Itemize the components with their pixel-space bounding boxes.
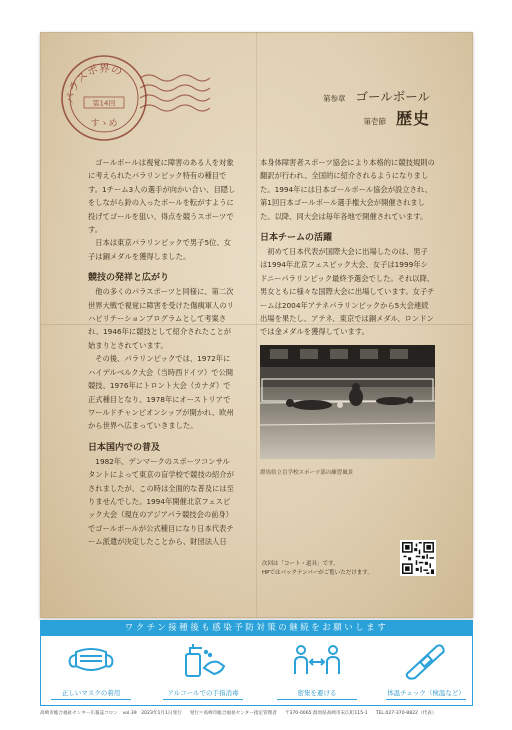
banner-item-label: 密集を避ける (277, 689, 357, 700)
infection-prevention-banner (40, 620, 473, 706)
section-title: 歴史 (395, 109, 430, 128)
japan-heading: 日本国内での普及 (88, 442, 161, 453)
origin-heading: 競技の発祥と広がり (88, 273, 170, 284)
team-heading: 日本チームの活躍 (260, 233, 333, 244)
team-paragraph: 初めて日本代表が国際大会に出場したのは、男子は1994年北京フェスピック大会、女子は1999年シドニーパラリンピック最終予選会でした。それ以降、男女ともに様々な国際大会に出場しています。女子チームは2004年アテネパラリンピックから5大会連続出場を果たし、アテネ、東京では銅メダル、ロンドンでは金メダルを獲得しています。 (260, 247, 435, 337)
qr-code-icon[interactable] (400, 540, 436, 576)
banner-item-sanitizer (163, 640, 243, 700)
banner-title: ワクチン接種後も感染予防対策の継続をお願いします (41, 621, 472, 636)
stamp-ring-text: パラスポ界の (63, 61, 124, 105)
thermometer-icon (401, 640, 451, 680)
backnumber-line: HPではバックナンバーがご覧いただけます。 (262, 570, 373, 576)
origin-history-paragraph: その後、パラリンピックでは、1972年にハイデルベルク大会（当時西ドイツ）で公開競技、1976年にトロント大会（カナダ）で正式種目となり、1978年にオーストリアでワールドチャンピオンシップが開かれ、欧州から世界へ広まっていきました。 (88, 354, 234, 431)
paper-fold-vertical (256, 32, 257, 618)
banner-item-thermometer (386, 640, 466, 700)
left-article-column (88, 156, 236, 549)
origin-paragraph: 他の多くのパラスポーツと同様に、第二次世界大戦で視覚に障害を受けた傷痍軍人のリハビリテーションプログラムとして考案され、1946年に競技として紹介されたことが始まりとされています。 (88, 287, 234, 350)
intro-paragraph: ゴールボールは視覚に障害のある人を対象に考えられたパラリンピック特有の種目です。1チーム3人の選手が向かい合い、目隠しをしながら鈴の入ったボールを転がすように投げてゴールを狙い、得点を競うスポーツです。 (88, 158, 236, 235)
postmark-wave-lines-icon (140, 70, 210, 120)
goalball-practice-photo (260, 345, 435, 459)
banner-item-label: アルコールでの手指消毒 (163, 689, 243, 700)
stamp-center-text: 第14回 (92, 99, 116, 108)
banner-item-label: 体温チェック（検温など） (386, 689, 466, 700)
section-number: 第壱節 (363, 117, 386, 126)
banner-item-distance (277, 640, 357, 700)
next-issue-line: 次回は「コート・道具」です。 (262, 561, 339, 567)
chapter-heading (323, 87, 430, 105)
chapter-title: ゴールボール (355, 89, 430, 104)
publication-footer (40, 710, 473, 718)
sanitizer-icon (178, 640, 228, 680)
footer-publisher: 発行＝高崎市総合福祉センター指定管理者 (189, 711, 277, 716)
mask-icon (66, 640, 116, 680)
right-article-column (260, 156, 435, 477)
footer-publication: 高崎市総合福祉センター広報誌コロン vol.39 2023年1月1日発行 (40, 711, 182, 716)
stamp-bottom-text: すゝめ (90, 119, 118, 129)
banner-item-label: 正しいマスクの着用 (51, 689, 131, 700)
postmark-stamp-icon (58, 52, 150, 144)
footer-tel: TEL.027-370-8822（代表） (375, 711, 437, 716)
footer-address: 〒370-0065 群馬県高崎市末広町115-1 (284, 711, 368, 716)
continued-paragraph: 本身体障害者スポーツ協会により本格的に競技規則の翻訳が行われ、全国的に紹介されるようになりました。1994年には日本ゴールボール協会が設立され、第1回日本ゴールボール選手権大会が開催されました。以降、同大会は毎年各地で開催されています。 (260, 158, 435, 221)
next-issue-text (262, 560, 392, 578)
section-heading (363, 106, 430, 129)
intro-result-paragraph: 日本は東京パラリンピックで男子5位、女子は銅メダルを獲得しました。 (88, 238, 231, 261)
banner-item-mask (51, 640, 131, 700)
chapter-number: 第参章 (322, 94, 346, 103)
japan-paragraph: 1982年、デンマークのスポーツコンサルタントによって東京の盲学校で競技の紹介がされましたが、この時は全面的な普及には至りませんでした。1994年開催北京フェスピック大会（現在のアジアパラ競技会の前身）でゴールボールが公式種目になり日本代表チーム派遣が決定したことから、財団法人日 (88, 456, 234, 547)
distance-icon (292, 640, 342, 680)
photo-caption: 群馬県立盲学校スポーツ部の練習風景 (260, 470, 354, 477)
